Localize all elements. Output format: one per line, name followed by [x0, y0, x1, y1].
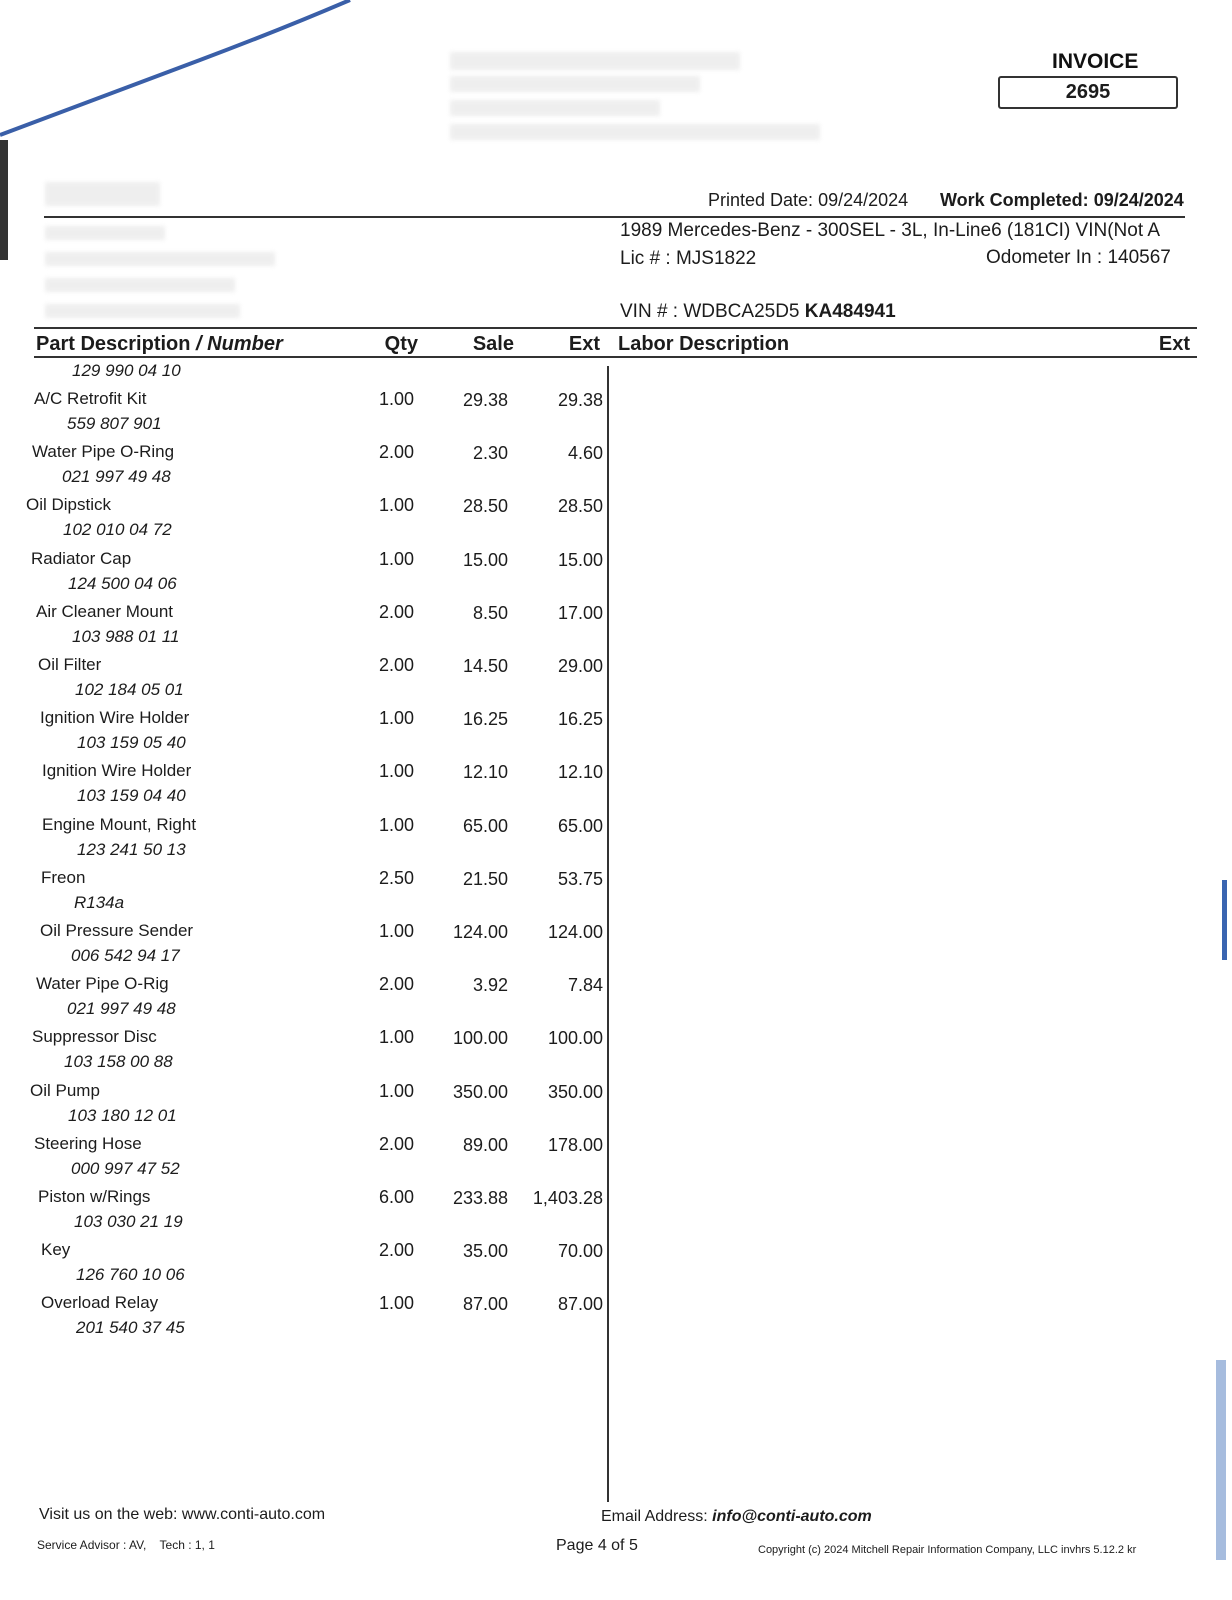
- part-ext: 17.00: [557, 603, 603, 623]
- part-qty: 2.00: [378, 442, 414, 462]
- redacted-shop-city: [450, 100, 660, 116]
- part-number: 102 010 04 72: [63, 520, 172, 539]
- footer-tech-text: Tech : 1, 1: [159, 1538, 215, 1552]
- part-ext: 350.00: [547, 1082, 603, 1102]
- part-qty: 2.50: [378, 868, 414, 888]
- footer-email: [601, 1508, 872, 1526]
- part-number: 000 997 47 52: [71, 1159, 180, 1178]
- part-description: Oil Dipstick: [26, 495, 112, 514]
- part-sale: 12.10: [462, 762, 508, 782]
- part-description: Piston w/Rings: [38, 1187, 151, 1206]
- license-value: MJS1822: [675, 248, 757, 269]
- part-ext: 178.00: [547, 1135, 603, 1155]
- license-label: Lic # :: [620, 248, 671, 269]
- part-qty: 1.00: [378, 815, 414, 835]
- part-number: 103 180 12 01: [68, 1106, 177, 1125]
- col-qty: Qty: [384, 333, 418, 355]
- footer-page: Page 4 of 5: [556, 1537, 638, 1554]
- part-number: 123 241 50 13: [77, 840, 186, 859]
- part-number: 103 030 21 19: [74, 1212, 183, 1231]
- part-description: Overload Relay: [41, 1293, 159, 1312]
- footer-advisor: [37, 1538, 215, 1552]
- odometer: [986, 247, 1171, 269]
- part-description: Oil Pressure Sender: [40, 921, 194, 940]
- part-qty: 1.00: [378, 389, 414, 409]
- work-completed-value: 09/24/2024: [1093, 190, 1184, 210]
- part-number: 103 988 01 11: [72, 627, 180, 646]
- parts-labor-divider: [607, 366, 609, 1502]
- part-sale: 2.30: [472, 443, 508, 463]
- part-qty: 1.00: [378, 1081, 414, 1101]
- footer-web-label: Visit us on the web:: [39, 1506, 178, 1523]
- vin-prefix: WDBCA25D5: [683, 301, 800, 322]
- col-labor-ext: Ext: [1158, 333, 1190, 355]
- part-ext: 124.00: [547, 922, 603, 942]
- part-description: Water Pipe O-Ring: [32, 442, 175, 461]
- part-description: Water Pipe O-Rig: [36, 974, 169, 993]
- part-number: 021 997 49 48: [62, 467, 171, 486]
- part-description: Oil Filter: [38, 655, 102, 674]
- part-sale: 21.50: [462, 869, 508, 889]
- redacted-customer-city: [45, 278, 235, 292]
- scan-edge-right-lower: [1216, 1360, 1226, 1560]
- license: [620, 248, 756, 270]
- part-ext: 12.10: [557, 762, 603, 782]
- part-description: Air Cleaner Mount: [36, 602, 174, 621]
- part-ext: 7.84: [567, 975, 603, 995]
- part-sale: 35.00: [462, 1241, 508, 1261]
- part-description: Oil Pump: [30, 1081, 100, 1100]
- header-rule: [44, 216, 1185, 218]
- footer-advisor-text: Service Advisor : AV,: [37, 1538, 147, 1552]
- part-ext: 70.00: [557, 1241, 603, 1261]
- part-ext: 28.50: [557, 496, 603, 516]
- printed-date-label: Printed Date:: [708, 190, 814, 210]
- part-ext: 29.00: [557, 656, 603, 676]
- part-description: Ignition Wire Holder: [40, 708, 190, 727]
- part-number: 103 159 05 40: [77, 733, 186, 752]
- scan-edge-left: [0, 140, 8, 260]
- odometer-label: Odometer In :: [986, 247, 1103, 268]
- part-description: Ignition Wire Holder: [42, 761, 192, 780]
- invoice-number: 2695: [998, 76, 1178, 109]
- redacted-shop-name: [450, 52, 740, 70]
- vin-suffix: KA484941: [804, 301, 896, 322]
- part-ext: 29.38: [557, 390, 603, 410]
- table-header-rule: [34, 356, 1197, 358]
- vehicle-description: 1989 Mercedes-Benz - 300SEL - 3L, In-Line6 (181CI) VIN(Not A: [620, 220, 1161, 241]
- printed-date-value: 09/24/2024: [818, 190, 909, 210]
- part-ext: 15.00: [557, 550, 603, 570]
- part-number: 103 159 04 40: [77, 786, 186, 805]
- invoice-label: INVOICE: [1052, 50, 1139, 73]
- part-sale: 89.00: [462, 1135, 508, 1155]
- part-sale: 233.88: [452, 1188, 508, 1208]
- part-sale: 8.50: [472, 603, 508, 623]
- part-qty: 2.00: [378, 655, 414, 675]
- part-number: 102 184 05 01: [75, 680, 184, 699]
- part-ext: 87.00: [557, 1294, 603, 1314]
- part-qty: 2.00: [378, 1134, 414, 1154]
- part-qty: 1.00: [378, 1027, 414, 1047]
- part-description: Freon: [41, 868, 86, 887]
- carry-over-part-number: 129 990 04 10: [72, 361, 181, 380]
- part-description: Radiator Cap: [31, 549, 132, 568]
- redacted-customer-phone: [45, 304, 240, 318]
- part-number: 126 760 10 06: [76, 1265, 185, 1284]
- part-sale: 100.00: [452, 1028, 508, 1048]
- part-sale: 87.00: [462, 1294, 508, 1314]
- part-sale: 14.50: [462, 656, 508, 676]
- work-completed: [940, 190, 1184, 211]
- work-completed-label: Work Completed:: [940, 190, 1089, 210]
- part-number: 559 807 901: [67, 414, 162, 433]
- footer-email-label: Email Address:: [601, 1508, 708, 1525]
- part-description: Engine Mount, Right: [42, 815, 197, 834]
- part-qty: 1.00: [378, 708, 414, 728]
- part-sale: 28.50: [462, 496, 508, 516]
- footer-web: [39, 1506, 325, 1524]
- table-top-rule: [34, 327, 1197, 329]
- printed-date: [708, 190, 908, 211]
- col-part-number-label: / Number: [196, 333, 283, 355]
- part-sale: 350.00: [452, 1082, 508, 1102]
- part-description: Suppressor Disc: [32, 1027, 157, 1046]
- redacted-shop-phone: [450, 124, 820, 140]
- part-sale: 29.38: [462, 390, 508, 410]
- part-description: Steering Hose: [34, 1134, 142, 1153]
- odometer-value: 140567: [1107, 247, 1171, 268]
- scan-edge-right: [1222, 880, 1227, 960]
- redacted-customer-street: [45, 252, 275, 266]
- part-ext: 1,403.28: [532, 1188, 603, 1208]
- redacted-customer-heading: [45, 182, 160, 206]
- part-number: 006 542 94 17: [71, 946, 180, 965]
- part-qty: 1.00: [378, 1293, 414, 1313]
- part-qty: 1.00: [378, 549, 414, 569]
- part-number: 201 540 37 45: [76, 1318, 185, 1337]
- footer-email-link[interactable]: info@conti-auto.com: [712, 1508, 872, 1525]
- part-number: 103 158 00 88: [64, 1052, 173, 1071]
- part-sale: 124.00: [452, 922, 508, 942]
- part-qty: 6.00: [378, 1187, 414, 1207]
- redacted-shop-address: [450, 76, 700, 92]
- col-sale: Sale: [472, 333, 514, 355]
- part-qty: 2.00: [378, 602, 414, 622]
- part-ext: 65.00: [557, 816, 603, 836]
- redacted-customer-name: [45, 226, 165, 240]
- col-part-description-label: Part Description: [36, 333, 191, 355]
- part-ext: 4.60: [567, 443, 603, 463]
- part-qty: 1.00: [378, 921, 414, 941]
- part-qty: 2.00: [378, 1240, 414, 1260]
- vin: [620, 301, 896, 323]
- col-labor-description: Labor Description: [618, 333, 790, 355]
- col-part-description: [36, 333, 283, 356]
- part-sale: 16.25: [462, 709, 508, 729]
- part-sale: 15.00: [462, 550, 508, 570]
- part-ext: 100.00: [547, 1028, 603, 1048]
- part-qty: 1.00: [378, 495, 414, 515]
- part-description: Key: [41, 1240, 71, 1259]
- part-ext: 16.25: [557, 709, 603, 729]
- footer-web-link[interactable]: www.conti-auto.com: [181, 1506, 326, 1523]
- part-number: 021 997 49 48: [67, 999, 176, 1018]
- part-number: 124 500 04 06: [68, 574, 177, 593]
- part-qty: 2.00: [378, 974, 414, 994]
- scan-pen-stroke: [0, 0, 360, 160]
- part-ext: 53.75: [557, 869, 603, 889]
- vin-label: VIN # :: [620, 301, 679, 322]
- part-number: R134a: [74, 893, 125, 912]
- part-description: A/C Retrofit Kit: [34, 389, 147, 408]
- part-sale: 3.92: [472, 975, 508, 995]
- col-ext: Ext: [568, 333, 600, 355]
- part-qty: 1.00: [378, 761, 414, 781]
- footer-copyright: Copyright (c) 2024 Mitchell Repair Information Company, LLC invhrs 5.12.2 kr: [758, 1544, 1137, 1556]
- part-sale: 65.00: [462, 816, 508, 836]
